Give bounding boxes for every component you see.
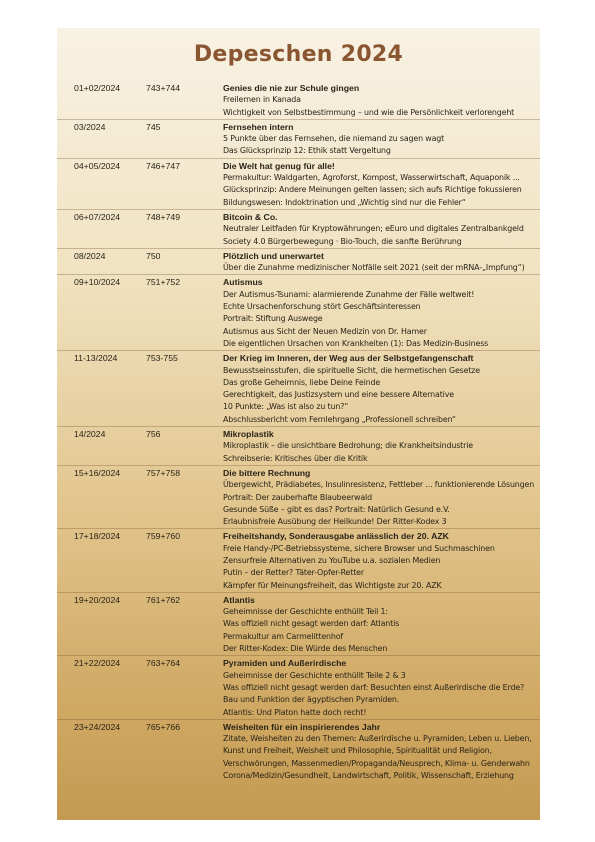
issue-content [218,657,540,718]
issue-heading: Die bittere Rechnung [223,467,311,478]
issue-entry [57,528,540,591]
issue-topic-line: Bewusstseinsstufen, die spirituelle Sicht, die hermetischen Gesetze [223,365,480,375]
issue-topic-line: Permakultur am Carmelittenhof [223,631,344,641]
issue-topic-line: Erlaubnisfreie Ausübung der Heilkunde! Der Ritter-Kodex 3 [223,517,447,527]
issue-topic-line: Das Glücksprinzip 12: Ethik statt Vergeltung [223,146,391,156]
issue-number: 743+744 [146,83,181,93]
issue-number: 756 [146,429,161,440]
issue-date: 19+20/2024 [74,594,121,605]
issue-topic-line: Kunst und Freiheit, Weisheit und Philosophie, Spiritualität und Religion, [223,746,492,756]
issue-content [218,121,540,158]
issue-topic-line: Der Ritter-Kodex: Die Würde des Menschen [223,644,388,654]
issue-topic-line: Über die Zunahme medizinischer Notfälle seit 2021 (seit der mRNA-„Impfung“) [223,263,525,273]
issue-topic-line: Übergewicht, Prädiabetes, Insulinresistenz, Fettleber ... funktionierende Lösungen [223,480,535,490]
issue-heading: Die Welt hat genug für alle! [223,160,335,171]
issue-number: 750 [146,250,161,261]
page-title: Depeschen 2024 [193,42,404,67]
issue-heading: Autismus [223,277,263,288]
issue-content [218,594,540,655]
issue-heading: Freiheitshandy, Sonderausgabe anlässlich der 20. AZK [223,531,449,542]
issue-number: 751+752 [146,277,181,288]
issue-topic-line: 5 Punkte über das Fernsehen, die niemand zu sagen wagt [223,134,445,144]
issue-entry [57,592,540,655]
issue-topic-line: Bildungswesen: Indoktrination und „Wichtig sind nur die Fehler“ [223,197,466,207]
issue-topic-line: Zitate, Weisheiten zu den Themen: Außerirdische u. Pyramiden, Leben u. Lieben, [223,734,532,744]
issue-topic-line: Das große Geheimnis, liebe Deine Feinde [223,377,381,387]
issue-topic-line: Die eigentlichen Ursachen von Krankheiten (1): Das Medizin-Business [223,338,489,348]
issue-entry [57,274,540,350]
issue-topic-line: Putin – der Retter? Täter-Opfer-Retter [223,568,364,578]
issue-content [218,82,540,119]
issue-content [218,530,540,591]
issue-topic-line: Gerechtigkeit, das Justizsystem und eine bessere Alternative [223,390,454,400]
issue-date: 08/2024 [74,250,106,261]
issue-date: 04+05/2024 [74,160,121,171]
issue-topic-line: Portrait: Der zauberhafte Blaubeerwald [223,492,372,502]
issue-list [57,81,540,782]
issue-entry [57,81,540,119]
issue-topic-line: Glücksprinzip: Andere Meinungen gelten lassen; sich aufs Richtige fokussieren [223,185,522,195]
issue-topic-line: Neutraler Leitfaden für Kryptowährungen; eEuro und digitales Zentralbankgeld [223,224,524,234]
issue-entry [57,248,540,275]
issue-entry [57,350,540,426]
issue-heading: Bitcoin & Co. [223,211,278,222]
issue-number: 757+758 [146,467,181,478]
issue-entry [57,158,540,209]
issue-heading: Pyramiden und Außerirdische [223,658,347,669]
issue-topic-line: Corona/Medizin/Gesundheit, Landwirtschaft, Politik, Wissenschaft, Erziehung [223,771,514,781]
page-panel [57,28,540,820]
issue-number: 759+760 [146,531,181,542]
issue-heading: Fernsehen intern [223,121,294,132]
issue-topic-line: Geheimnisse der Geschichte enthüllt Teil 1: [223,607,388,617]
issue-entry [57,119,540,158]
issue-number: 765+766 [146,721,181,732]
issue-topic-line: Schreibserie: Kritisches über die Kritik [223,453,368,463]
issue-number: 746+747 [146,160,181,171]
issue-date: 09+10/2024 [74,277,121,288]
issue-topic-line: Was offiziell nicht gesagt werden darf: Atlantis [223,619,400,629]
issue-heading: Mikroplastik [223,429,274,440]
issue-heading: Der Krieg im Inneren, der Weg aus der Selbstgefangenschaft [223,353,474,364]
issue-entry [57,719,540,782]
issue-topic-line: Was offiziell nicht gesagt werden darf: Besuchten einst Außerirdische die Erde? [223,682,525,692]
issue-heading: Plötzlich und unerwartet [223,250,324,261]
issue-number: 763+764 [146,658,181,669]
issue-date: 17+18/2024 [74,531,121,542]
issue-topic-line: Gesunde Süße – gibt es das? Portrait: Natürlich Gesund e.V. [223,504,450,514]
issue-topic-line: Freilernen in Kanada [223,95,301,105]
issue-entry [57,465,540,528]
issue-heading: Atlantis [223,594,255,605]
issue-heading: Genies die nie zur Schule gingen [223,83,360,93]
issue-content [218,721,540,782]
issue-date: 23+24/2024 [74,721,121,732]
issue-topic-line: Wichtigkeit von Selbstbestimmung – und wie die Persönlichkeit verlorengeht [223,107,515,117]
issue-topic-line: Kämpfer für Meinungsfreiheit, das Wichtigste zur 20. AZK [223,580,442,590]
issue-topic-line: Echte Ursachenforschung stört Geschäftsinteressen [223,302,421,312]
issue-content [218,428,540,465]
issue-entry [57,655,540,718]
issue-topic-line: Freie Handy-/PC-Betriebssysteme, sichere Browser und Suchmaschinen [223,543,495,553]
issue-number: 761+762 [146,594,181,605]
issue-content [218,250,540,275]
issue-date: 21+22/2024 [74,658,121,669]
issue-topic-line: Abschlussbericht vom Fernlehrgang „Professionell schreiben“ [223,414,456,424]
issue-topic-line: Permakultur: Waldgarten, Agroforst, Kompost, Wasserwirtschaft, Aquaponik ... [223,173,520,183]
issue-entry [57,426,540,465]
issue-number: 753-755 [146,353,178,364]
issue-topic-line: Der Autismus-Tsunami: alarmierende Zunahme der Fälle weltweit! [223,289,475,299]
issue-topic-line: Autismus aus Sicht der Neuen Medizin von Dr. Hamer [223,326,427,336]
issue-content [218,467,540,528]
issue-number: 745 [146,121,161,132]
issue-topic-line: Portrait: Stiftung Auswege [223,314,323,324]
issue-entry [57,209,540,248]
issue-content [218,352,540,426]
issue-date: 15+16/2024 [74,467,121,478]
issue-date: 01+02/2024 [74,83,121,93]
issue-topic-line: Zensurfreie Alternativen zu YouTube u.a. sozialen Medien [223,555,441,565]
issue-topic-line: Bau und Funktion der ägyptischen Pyramiden. [223,695,400,705]
issue-topic-line: 10 Punkte: „Was ist also zu tun?“ [223,402,349,412]
issue-content [218,160,540,209]
issue-topic-line: Society 4.0 Bürgerbewegung · Bio-Touch, die sanfte Berührung [223,236,462,246]
issue-topic-line: Verschwörungen, Massenmedien/Propaganda/Neusprech, Klima- u. Genderwahn [223,758,530,768]
issue-content [218,211,540,248]
issue-date: 03/2024 [74,121,106,132]
issue-number: 748+749 [146,211,181,222]
issue-topic-line: Geheimnisse der Geschichte enthüllt Teile 2 & 3 [223,670,406,680]
issue-heading: Weisheiten für ein inspirierendes Jahr [223,721,381,732]
issue-topic-line: Mikroplastik – die unsichtbare Bedrohung; die Krankheitsindustrie [223,441,473,451]
issue-date: 11-13/2024 [74,353,118,364]
issue-topic-line: Atlantis: Und Platon hatte doch recht! [223,707,367,717]
issue-content [218,276,540,350]
issue-date: 14/2024 [74,429,106,440]
issue-date: 06+07/2024 [74,211,121,222]
